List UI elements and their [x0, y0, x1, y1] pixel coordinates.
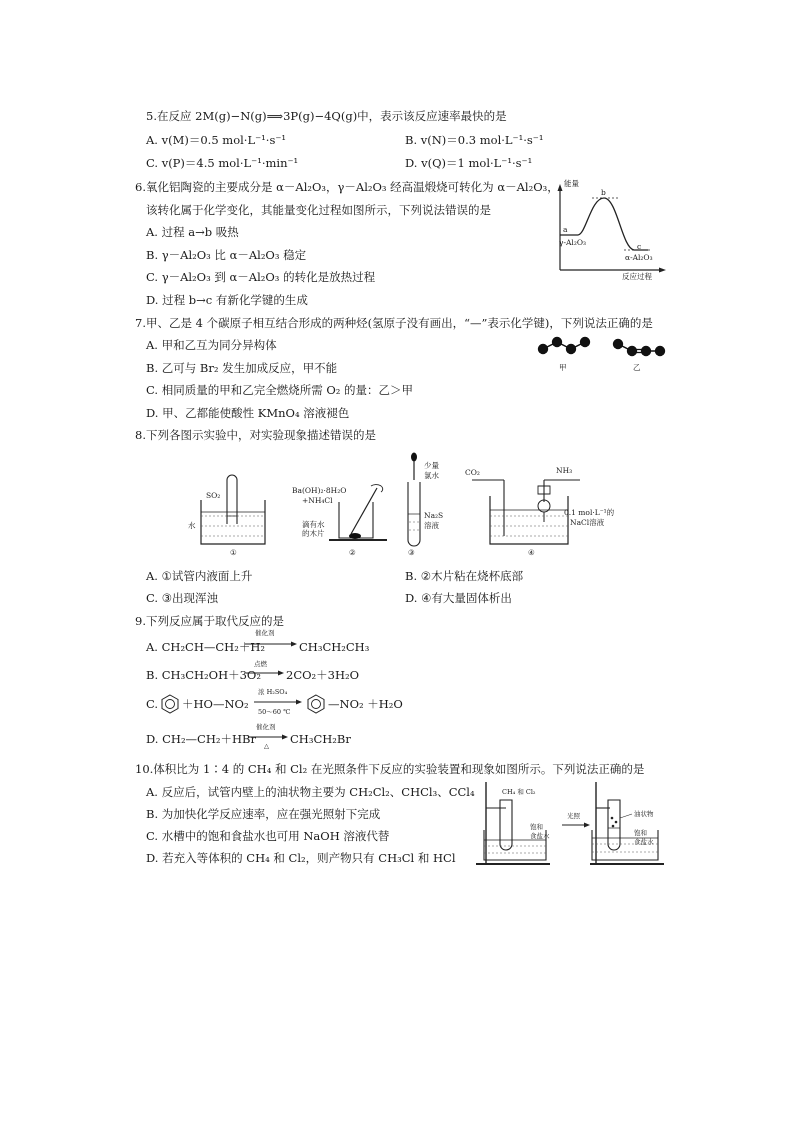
energy-alpha-label: α-Al₂O₃: [625, 253, 653, 262]
wood-label-line1: 滴有水: [302, 520, 325, 529]
so2-label: SO₂: [206, 491, 221, 500]
q9-c-arrow: [254, 698, 302, 706]
apparatus-4-number: ④: [528, 548, 535, 557]
q10-stem: 10.体积比为 1∶4 的 CH₄ 和 Cl₂ 在光照条件下反应的实验装置和现象如图所示。下列说法正确的是: [135, 762, 645, 776]
q9-b-products: 2CO₂＋3H₂O: [286, 668, 360, 682]
q9-d-products: CH₃CH₂Br: [290, 732, 351, 746]
q8-option-c: C. ③出现浑浊: [146, 591, 219, 605]
nacl-label-line2: NaCl溶液: [570, 518, 605, 527]
energy-gamma-label: γ-Al₂O₃: [559, 238, 586, 247]
q9-c-label: C.: [146, 697, 159, 711]
q9-d-reactants: D. CH₂—CH₂＋HBr: [146, 732, 256, 746]
q9-stem: 9.下列反应属于取代反应的是: [135, 614, 284, 628]
q10-option-b: B. 为加快化学反应速率，应在强光照射下完成: [146, 807, 381, 821]
q7-option-d: D. 甲、乙都能使酸性 KMnO₄ 溶液褪色: [146, 406, 350, 420]
energy-xlabel: 反应过程: [622, 272, 652, 281]
energy-point-c: c: [637, 242, 642, 251]
q6-option-a: A. 过程 a→b 吸热: [146, 225, 239, 239]
q5-option-b: B. v(N)＝0.3 mol·L⁻¹·s⁻¹: [405, 133, 544, 147]
energy-point-b: b: [601, 188, 606, 197]
q9-d-condition-top: 催化剂: [256, 723, 276, 731]
q9-c-reagent: ＋HO—NO₂: [182, 697, 249, 711]
q6-stem-line2: 该转化属于化学变化，其能量变化过程如图所示，下列说法错误的是: [146, 203, 491, 217]
q9-d-arrow: [248, 733, 288, 741]
energy-point-a: a: [563, 225, 568, 234]
benzene-ring-icon: [160, 694, 180, 714]
apparatus-1-beaker-so2: [195, 470, 275, 550]
q10-saline-label-line2: 食盐水: [530, 832, 550, 840]
q5-option-c: C. v(P)＝4.5 mol·L⁻¹·min⁻¹: [146, 156, 299, 170]
q8-option-a: A. ①试管内液面上升: [146, 569, 253, 583]
apparatus-1-number: ①: [230, 548, 237, 557]
q9-a-condition: 催化剂: [255, 629, 275, 637]
q10-light-arrow: [562, 821, 590, 829]
chlorine-water-label-line2: 氯水: [424, 471, 439, 480]
q10-saline-after-line1: 饱和: [634, 829, 647, 837]
q5-option-a: A. v(M)＝0.5 mol·L⁻¹·s⁻¹: [146, 133, 287, 147]
q10-option-a: A. 反应后，试管内壁上的油状物主要为 CH₂Cl₂、CHCl₃、CCl₄: [146, 785, 475, 799]
q10-gas-label: CH₄ 和 Cl₂: [502, 788, 536, 796]
q10-oil-label: 油状物: [634, 810, 654, 818]
q10-apparatus-after: [588, 778, 678, 868]
q5-option-d: D. v(Q)＝1 mol·L⁻¹·s⁻¹: [405, 156, 533, 170]
nacl-label-line1: 0.1 mol·L⁻¹的: [564, 508, 615, 517]
wood-label-line2: 的木片: [302, 529, 325, 538]
co2-label: CO₂: [465, 468, 480, 477]
q6-stem-line1: 6.氧化铝陶瓷的主要成分是 α－Al₂O₃，γ－Al₂O₃ 经高温煅烧可转化为 α－Al₂O₃，: [135, 180, 559, 194]
q10-saline-after-line2: 食盐水: [634, 838, 654, 846]
molecule-jia-model: [535, 333, 595, 363]
q9-c-condition-top: 浓 H₂SO₄: [258, 688, 288, 696]
ba-oh2-label-line1: Ba(OH)₂·8H₂O: [292, 486, 347, 495]
q10-saline-label-line1: 饱和: [530, 823, 543, 831]
na2s-label-line1: Na₂S: [424, 511, 444, 520]
q10-option-d: D. 若充入等体积的 CH₄ 和 Cl₂，则产物只有 CH₃Cl 和 HCl: [146, 851, 456, 865]
apparatus-3-number: ③: [408, 548, 415, 557]
q7-option-a: A. 甲和乙互为同分异构体: [146, 338, 277, 352]
q9-b-reactants: B. CH₃CH₂OH＋3O₂: [146, 668, 261, 682]
molecule-jia-label: 甲: [559, 363, 567, 372]
q7-option-c: C. 相同质量的甲和乙完全燃烧所需 O₂ 的量：乙＞甲: [146, 383, 414, 397]
q5-stem: 5.在反应 2M(g)−N(g)⟹3P(g)−4Q(g)中，表示该反应速率最快的是: [146, 109, 507, 123]
q9-b-condition: 点燃: [254, 660, 267, 668]
q9-d-condition-bottom: △: [264, 742, 269, 750]
q6-option-d: D. 过程 b→c 有新化学键的生成: [146, 293, 308, 307]
molecule-yi-model: [610, 335, 670, 365]
q7-stem: 7.甲、乙是 4 个碳原子相互结合形成的两种烃(氢原子没有画出，“—”表示化学键)，下列说法正确的是: [135, 316, 653, 330]
q7-option-b: B. 乙可与 Br₂ 发生加成反应，甲不能: [146, 361, 338, 375]
energy-ylabel: 能量: [564, 179, 579, 188]
q8-option-b: B. ②木片粘在烧杯底部: [405, 569, 524, 583]
chlorine-water-label-line1: 少量: [424, 461, 439, 470]
na2s-label-line2: 溶液: [424, 521, 439, 530]
q6-option-b: B. γ－Al₂O₃ 比 α－Al₂O₃ 稳定: [146, 248, 307, 262]
q9-a-products: CH₃CH₂CH₃: [299, 640, 370, 654]
q9-b-arrow: [246, 669, 284, 677]
q6-option-c: C. γ－Al₂O₃ 到 α－Al₂O₃ 的转化是放热过程: [146, 270, 376, 284]
q10-option-c: C. 水槽中的饱和食盐水也可用 NaOH 溶液代替: [146, 829, 390, 843]
benzene-ring-icon: [306, 694, 326, 714]
ba-oh2-label-line2: +NH₄Cl: [302, 496, 333, 505]
q9-c-condition-bottom: 50～60 ℃: [258, 708, 291, 716]
q9-c-products: —NO₂ ＋H₂O: [328, 697, 403, 711]
q8-option-d: D. ④有大量固体析出: [405, 591, 512, 605]
q9-a-arrow: [245, 640, 297, 648]
water-label: 水: [188, 521, 196, 530]
q10-light-label: 光照: [567, 812, 580, 820]
q9-a-reactants: A. CH₂CH—CH₂＋H₂: [146, 640, 265, 654]
q8-stem: 8.下列各图示实验中，对实验现象描述错误的是: [135, 428, 376, 442]
apparatus-2-number: ②: [349, 548, 356, 557]
molecule-yi-label: 乙: [633, 363, 641, 372]
nh3-label: NH₃: [556, 466, 573, 475]
